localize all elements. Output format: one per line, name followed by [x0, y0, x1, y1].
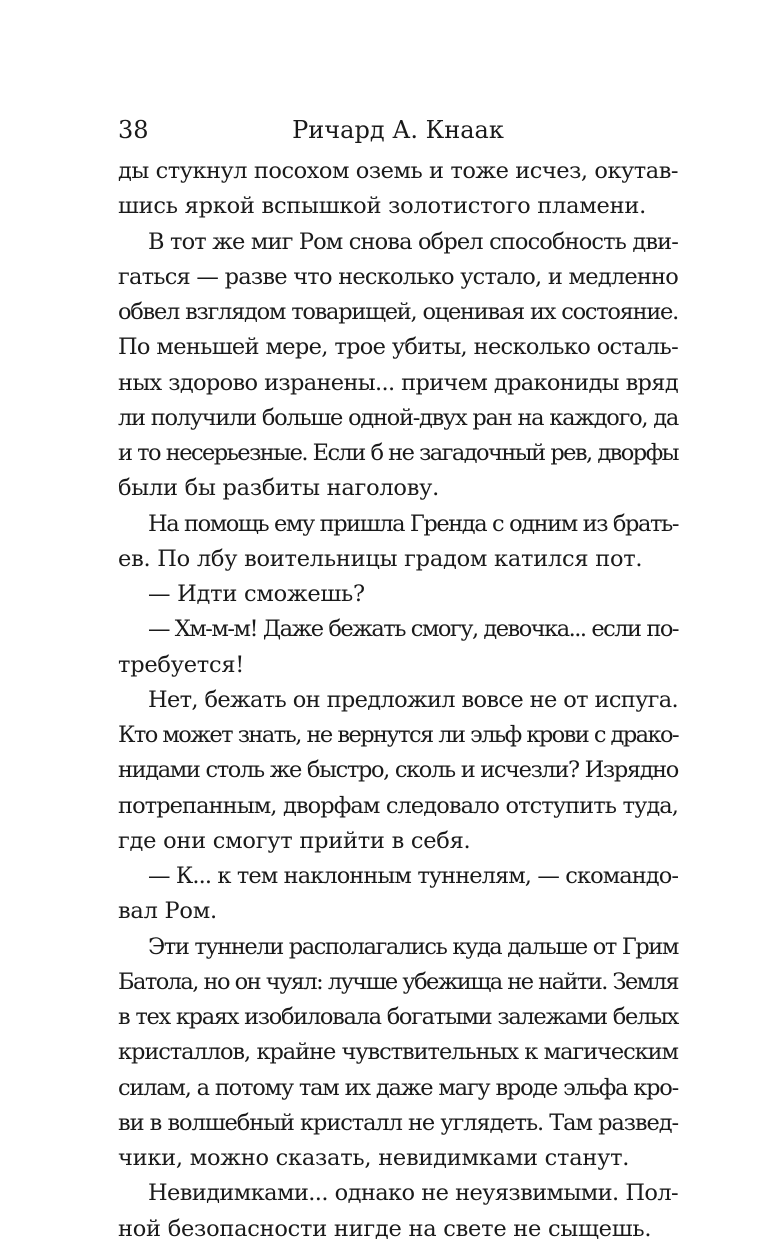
running-title: Ричард А. Кнаак [292, 116, 504, 144]
text-line: вал Ром. [118, 898, 217, 925]
text-line: чики, можно сказать, невидимками станут. [118, 1145, 630, 1171]
text-line: — К... к тем наклонным туннелям, — скомандо- [148, 863, 678, 889]
text-line: Невидимками... однако не неуязвимыми. Пол- [148, 1180, 678, 1207]
text-line: На помощь ему пришла Гренда с одним из брать- [148, 510, 678, 537]
text-line: — Хм-м-м! Даже бежать смогу, девочка... если по- [148, 616, 678, 643]
text-line: силам, а потому там их даже магу вроде эльфа кро- [118, 1074, 678, 1101]
body-text [118, 154, 678, 1247]
text-line: Батола, но он чуял: лучше убежища не найти. Земля [118, 968, 678, 995]
text-line: шись яркой вспышкой золотистого пламени. [118, 193, 646, 220]
text-line: — Идти сможешь? [148, 581, 365, 607]
text-line: ви в волшебный кристалл не углядеть. Там развед- [118, 1109, 678, 1136]
text-line: Кто может знать, не вернутся ли эльф крови с драко- [118, 722, 678, 748]
text-line: потрепанным, дворфам следовало отступить туда, [118, 792, 678, 819]
page-header [118, 113, 678, 147]
text-line: нидами столь же быстро, сколь и исчезли? Изрядно [118, 757, 678, 784]
text-line: обвел взглядом товарищей, оценивая их состояние. [118, 299, 678, 325]
page-number: 38 [118, 116, 149, 144]
text-line: По меньшей мере, трое убиты, несколько осталь- [118, 334, 678, 361]
text-line: ных здорово изранены... причем дракониды вряд [118, 369, 678, 396]
text-line: где они смогут прийти в себя. [118, 827, 471, 854]
text-line: кристаллов, крайне чувствительных к магическим [118, 1039, 678, 1066]
text-line: ной безопасности нигде на свете не сыщешь. [118, 1215, 652, 1242]
text-line: Нет, бежать он предложил вовсе не от испуга. [148, 686, 678, 713]
text-line: В тот же миг Ром снова обрел способность дви- [148, 228, 678, 255]
text-line: в тех краях изобиловала богатыми залежами белых [118, 1004, 678, 1030]
text-line: гаться — разве что несколько устало, и медленно [118, 263, 678, 290]
text-line: ли получили больше одной-двух ран на каждого, да [118, 404, 678, 431]
text-line: ды стукнул посохом оземь и тоже исчез, окутав- [118, 158, 678, 184]
text-line: Эти туннели располагались куда дальше от Грим [148, 933, 678, 960]
text-line: требуется! [118, 651, 245, 678]
text-line: ев. По лбу воительницы градом катился пот. [118, 545, 643, 572]
text-line: и то несерьезные. Если б не загадочный рев, дворфы [118, 440, 678, 466]
text-line: были бы разбиты наголову. [118, 475, 440, 502]
